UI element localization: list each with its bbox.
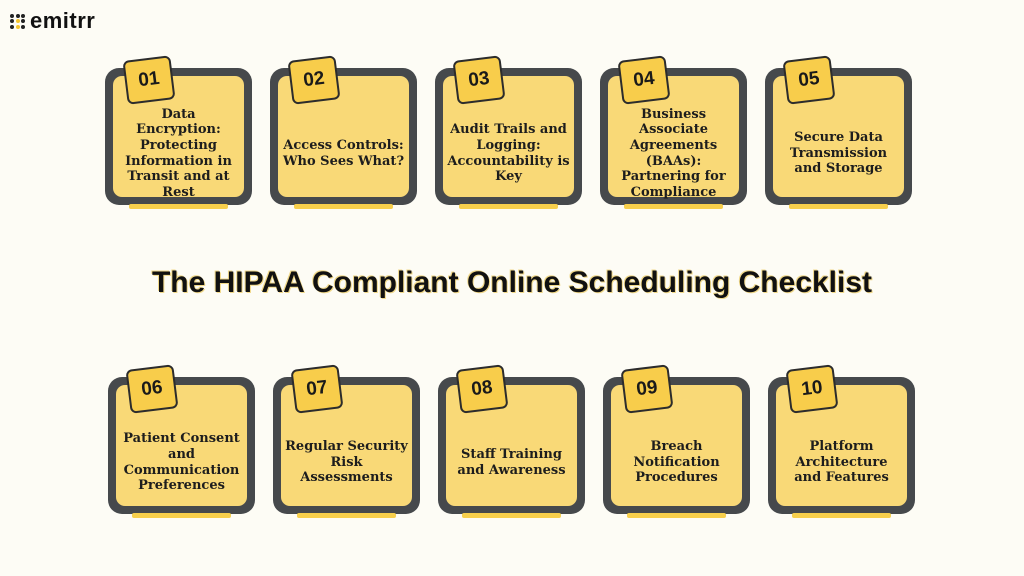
card-underline bbox=[627, 513, 726, 518]
card-label: Staff Training and Awareness bbox=[457, 446, 566, 478]
card-label: Data Encryption: Protecting Information in Transit and at Rest bbox=[125, 106, 232, 200]
card-number-badge: 01 bbox=[122, 55, 175, 105]
card-underline bbox=[789, 204, 888, 209]
card-number-badge: 09 bbox=[620, 364, 673, 414]
card-label: Business Associate Agreements (BAAs): Partnering for Compliance bbox=[621, 106, 726, 200]
checklist-card bbox=[768, 377, 915, 514]
card-label: Breach Notification Procedures bbox=[633, 439, 720, 486]
card-number-badge: 05 bbox=[782, 55, 835, 105]
card-underline bbox=[129, 204, 228, 209]
card-number-badge: 10 bbox=[785, 364, 838, 414]
card-number-badge: 06 bbox=[125, 364, 178, 414]
checklist-card bbox=[603, 377, 750, 514]
card-number-badge: 08 bbox=[455, 364, 508, 414]
emitrr-logo bbox=[10, 8, 95, 34]
card-number-badge: 02 bbox=[287, 55, 340, 105]
logo-text: emitrr bbox=[30, 8, 96, 33]
card-underline bbox=[624, 204, 723, 209]
card-label: Audit Trails and Logging: Accountability is Key bbox=[447, 122, 570, 185]
checklist-card bbox=[435, 68, 582, 205]
card-underline bbox=[462, 513, 561, 518]
card-underline bbox=[792, 513, 891, 518]
card-label: Secure Data Transmission and Storage bbox=[789, 130, 888, 177]
checklist-card bbox=[438, 377, 585, 514]
card-label: Access Controls: Who Sees What? bbox=[282, 137, 405, 169]
card-label: Patient Consent and Communication Preferences bbox=[123, 431, 240, 494]
checklist-card bbox=[765, 68, 912, 205]
card-underline bbox=[132, 513, 231, 518]
card-label: Regular Security Risk Assessments bbox=[285, 439, 408, 486]
checklist-card bbox=[600, 68, 747, 205]
card-number-badge: 07 bbox=[290, 364, 343, 414]
checklist-card bbox=[270, 68, 417, 205]
card-underline bbox=[459, 204, 558, 209]
card-underline bbox=[297, 513, 396, 518]
page-title: The HIPAA Compliant Online Scheduling Checklist bbox=[151, 266, 873, 299]
card-number-badge: 04 bbox=[617, 55, 670, 105]
checklist-card bbox=[105, 68, 252, 205]
card-label: Platform Architecture and Features bbox=[794, 439, 889, 486]
card-number-badge: 03 bbox=[452, 55, 505, 105]
checklist-card bbox=[273, 377, 420, 514]
card-underline bbox=[294, 204, 393, 209]
logo-dots-icon bbox=[10, 14, 25, 29]
checklist-card bbox=[108, 377, 255, 514]
